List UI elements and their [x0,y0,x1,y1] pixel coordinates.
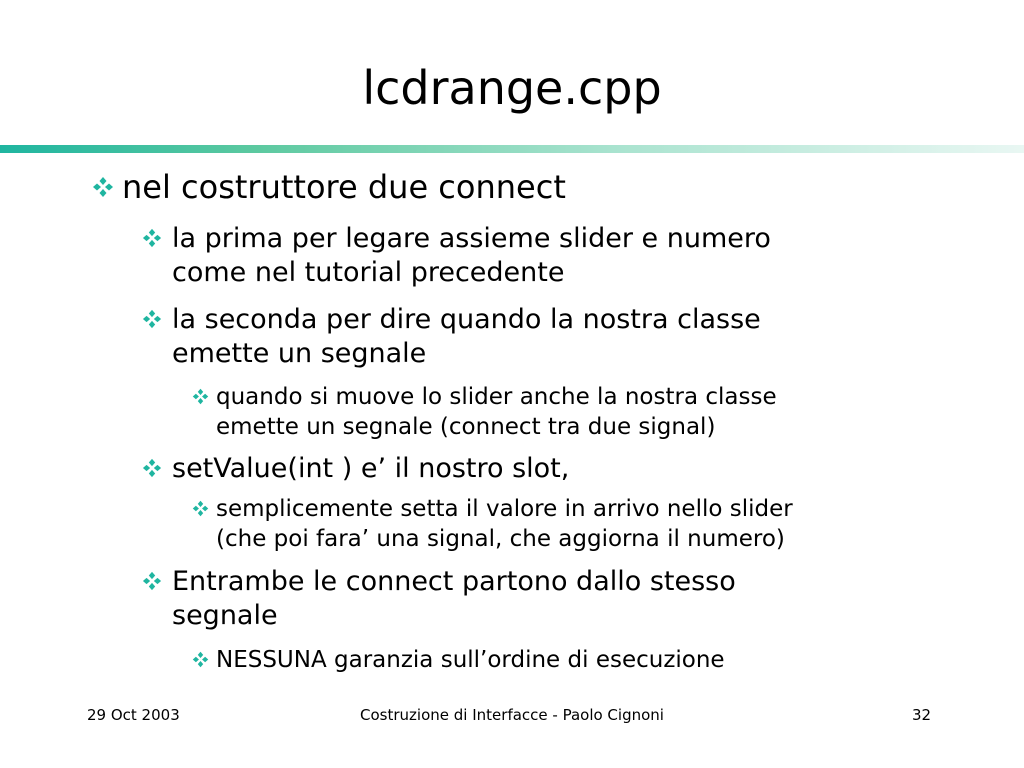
diamond-bullet-icon [142,303,172,337]
bullet-item-1 [92,168,566,206]
bullet-item-8 [192,645,725,675]
bullet-text: NESSUNA garanzia sull’ordine di esecuzione [216,647,725,673]
diamond-bullet-icon [142,222,172,256]
slide-title: lcdrange.cpp [362,61,662,115]
diamond-bullet-icon [192,645,216,675]
footer-date: 29 Oct 2003 [87,706,180,724]
bullet-item-7 [142,565,736,633]
bullet-text: nel costruttore due connect [122,168,566,206]
footer-page-number: 32 [912,706,932,724]
diamond-bullet-icon [192,494,216,524]
bullet-text-line: (che poi fara’ una signal, che aggiorna il numero) [216,526,785,552]
bullet-text: setValue(int ) e’ il nostro slot, [172,453,570,484]
diamond-bullet-icon [142,452,172,486]
diamond-bullet-icon [92,168,122,206]
bullet-text-line: come nel tutorial precedente [172,257,565,288]
bullet-text-line: emette un segnale [172,338,427,369]
diamond-bullet-icon [142,565,172,599]
bullet-text-line: segnale [172,600,278,631]
bullet-text-line: semplicemente setta il valore in arrivo nello slider [216,496,793,522]
footer-course: Costruzione di Interfacce - Paolo Cignoni [360,706,664,724]
bullet-item-2 [142,222,771,290]
bullet-item-5 [142,452,569,486]
title-divider [0,145,1024,153]
bullet-text-line: Entrambe le connect partono dallo stesso [172,566,736,597]
bullet-item-6 [192,494,793,554]
bullet-text-line: quando si muove lo slider anche la nostra classe [216,384,777,410]
bullet-text-line: la seconda per dire quando la nostra classe [172,304,761,335]
bullet-text-line: la prima per legare assieme slider e numero [172,223,771,254]
bullet-text-line: emette un segnale (connect tra due signal) [216,414,716,440]
bullet-item-3 [142,303,761,371]
bullet-item-4 [192,382,777,442]
diamond-bullet-icon [192,382,216,412]
